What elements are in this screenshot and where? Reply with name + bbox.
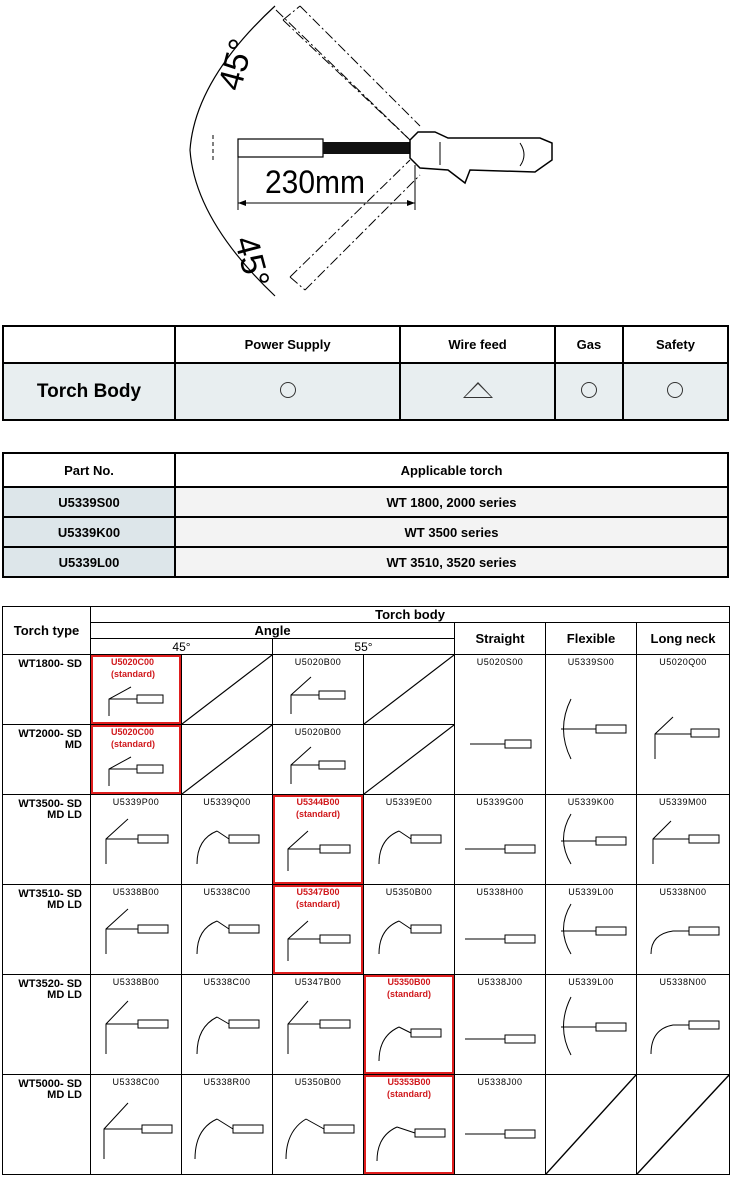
part-number: U5339L00 <box>3 547 175 577</box>
part-code: U5339P00 <box>112 797 160 807</box>
power-supply-symbol <box>175 363 400 420</box>
header-flexible: Flexible <box>546 623 637 655</box>
applicable-torch: WT 1800, 2000 series <box>175 487 728 517</box>
cell-angle45 <box>91 885 182 975</box>
cell-angle45 <box>182 885 273 975</box>
header-part-no: Part No. <box>3 453 175 487</box>
cell-angle45 <box>91 655 182 725</box>
cell-angle55 <box>364 885 455 975</box>
part-code: U5339S00 <box>567 657 615 667</box>
torch-sketch-icon <box>187 899 267 959</box>
wire-feed-symbol <box>400 363 555 420</box>
torch-sketch-icon <box>369 1001 449 1066</box>
na-slash-icon <box>546 1075 636 1174</box>
cell-straight <box>455 975 546 1075</box>
empty-corner <box>3 326 175 363</box>
cell-straight <box>455 655 546 795</box>
cell-angle55 <box>273 885 364 975</box>
header-angle-55: 55° <box>273 639 455 655</box>
part-code: U5350B00 <box>294 1077 342 1087</box>
part-code: U5347B00 <box>296 887 340 897</box>
part-number: U5339K00 <box>3 517 175 547</box>
column-power-supply: Power Supply <box>175 326 400 363</box>
cell-empty <box>364 725 455 795</box>
part-code: U5338R00 <box>203 1077 251 1087</box>
part-code: U5338C00 <box>112 1077 160 1087</box>
cell-empty <box>182 655 273 725</box>
part-code: U5338C00 <box>203 887 251 897</box>
cell-long-neck <box>637 885 730 975</box>
part-code: U5338N00 <box>659 977 707 987</box>
torch-sketch-icon <box>187 809 267 869</box>
torch-sketch-icon <box>101 681 171 721</box>
torch-sketch-icon <box>460 1089 540 1164</box>
cell-angle45 <box>91 795 182 885</box>
torch-sketch-icon <box>278 821 358 876</box>
torch-dimension-diagram <box>0 0 730 310</box>
angle-bottom-label: 45° <box>226 232 277 292</box>
torch-type-wt3520: WT3520- SD MD LD <box>3 975 91 1075</box>
angle-top-label: 45° <box>211 34 262 95</box>
part-code: U5338B00 <box>112 977 160 987</box>
torch-sketch-icon <box>460 899 540 959</box>
part-code: U5338H00 <box>476 887 524 897</box>
part-code: U5339E00 <box>385 797 433 807</box>
circle-icon <box>280 382 296 398</box>
part-code: U5344B00 <box>296 797 340 807</box>
torch-sketch-icon <box>551 809 631 869</box>
cell-angle45 <box>91 1075 182 1175</box>
torch-sketch-icon <box>551 899 631 959</box>
part-code: U5339M00 <box>659 797 708 807</box>
torch-sketch-icon <box>460 989 540 1059</box>
torch-sketch-icon <box>465 669 535 779</box>
standard-note: (standard) <box>386 1089 431 1099</box>
standard-note: (standard) <box>111 669 156 679</box>
header-long-neck: Long neck <box>637 623 730 655</box>
na-slash-icon <box>364 725 454 794</box>
torch-sketch-icon <box>643 809 723 869</box>
cell-angle55 <box>273 975 364 1075</box>
cell-angle45 <box>91 975 182 1075</box>
torch-type-wt3510: WT3510- SD MD LD <box>3 885 91 975</box>
standard-note: (standard) <box>295 809 340 819</box>
cell-flexible <box>546 655 637 795</box>
cell-flexible <box>546 795 637 885</box>
row-torch-body: Torch Body <box>3 363 175 420</box>
cell-angle55 <box>273 725 364 795</box>
parts-table <box>2 452 729 578</box>
cell-angle45 <box>182 1075 273 1175</box>
torch-sketch-icon <box>278 989 358 1059</box>
length-label: 230mm <box>265 164 365 200</box>
cell-angle55 <box>273 1075 364 1175</box>
torch-sketch-icon <box>96 1089 176 1164</box>
cell-long-neck <box>637 975 730 1075</box>
cell-angle45 <box>182 975 273 1075</box>
cell-straight <box>455 885 546 975</box>
torch-sketch-icon <box>96 989 176 1059</box>
cell-empty <box>546 1075 637 1175</box>
cell-empty <box>637 1075 730 1175</box>
torch-sketch-icon <box>187 1089 267 1164</box>
torch-sketch-icon <box>96 809 176 869</box>
part-code: U5339L00 <box>568 977 614 987</box>
na-slash-icon <box>182 655 272 724</box>
cell-straight <box>455 795 546 885</box>
header-torch-body: Torch body <box>91 607 730 623</box>
part-code: U5338J00 <box>477 977 523 987</box>
neck-tube <box>323 142 411 154</box>
cell-angle55 <box>273 655 364 725</box>
cell-angle55 <box>364 975 455 1075</box>
torch-body-table <box>2 606 730 1175</box>
standard-note: (standard) <box>295 899 340 909</box>
handle <box>410 132 552 183</box>
torch-sketch-icon <box>643 989 723 1059</box>
cell-angle45 <box>182 795 273 885</box>
part-code: U5339Q00 <box>203 797 251 807</box>
part-code: U5020B00 <box>294 657 342 667</box>
applicable-torch: WT 3500 series <box>175 517 728 547</box>
part-code: U5020C00 <box>111 727 155 737</box>
torch-sketch-icon <box>283 669 353 719</box>
torch-sketch-icon <box>551 669 631 779</box>
torch-sketch-icon <box>643 669 723 779</box>
torch-type-wt1800: WT1800- SD <box>3 655 91 725</box>
column-gas: Gas <box>555 326 623 363</box>
torch-sketch-icon <box>369 899 449 959</box>
part-code: U5020S00 <box>476 657 524 667</box>
applicable-torch: WT 3510, 3520 series <box>175 547 728 577</box>
part-code: U5338C00 <box>203 977 251 987</box>
cell-angle55 <box>364 795 455 885</box>
cell-long-neck <box>637 795 730 885</box>
part-code: U5338B00 <box>112 887 160 897</box>
cell-flexible <box>546 975 637 1075</box>
torch-sketch-icon <box>278 1089 358 1164</box>
circle-icon <box>667 382 683 398</box>
torch-type-wt5000: WT5000- SD MD LD <box>3 1075 91 1175</box>
cell-angle55 <box>364 1075 455 1175</box>
part-code: U5020C00 <box>111 657 155 667</box>
torch-sketch-icon <box>96 899 176 959</box>
gas-symbol <box>555 363 623 420</box>
cell-empty <box>364 655 455 725</box>
part-number: U5339S00 <box>3 487 175 517</box>
torch-sketch-icon <box>369 809 449 869</box>
triangle-icon <box>463 382 493 398</box>
part-code: U5353B00 <box>387 1077 431 1087</box>
header-torch-type: Torch type <box>3 607 91 655</box>
part-code: U5350B00 <box>385 887 433 897</box>
torch-sketch-icon <box>283 739 353 789</box>
column-safety: Safety <box>623 326 728 363</box>
upper-neck-outline <box>276 6 420 140</box>
cell-angle55 <box>273 795 364 885</box>
header-straight: Straight <box>455 623 546 655</box>
part-code: U5350B00 <box>387 977 431 987</box>
column-wire-feed: Wire feed <box>400 326 555 363</box>
torch-sketch-icon <box>278 911 358 966</box>
cell-empty <box>182 725 273 795</box>
header-applicable-torch: Applicable torch <box>175 453 728 487</box>
torch-sketch-icon <box>460 809 540 869</box>
na-slash-icon <box>182 725 272 794</box>
cell-long-neck <box>637 655 730 795</box>
torch-sketch-icon <box>101 751 171 791</box>
part-code: U5339L00 <box>568 887 614 897</box>
header-angle: Angle <box>91 623 455 639</box>
part-code: U5347B00 <box>294 977 342 987</box>
standard-note: (standard) <box>386 989 431 999</box>
cell-straight <box>455 1075 546 1175</box>
torch-sketch-icon <box>369 1101 449 1166</box>
part-code: U5339G00 <box>476 797 524 807</box>
cell-flexible <box>546 885 637 975</box>
cell-angle45 <box>91 725 182 795</box>
safety-symbol <box>623 363 728 420</box>
neck-tip <box>238 139 323 157</box>
function-table <box>2 325 729 421</box>
part-code: U5338J00 <box>477 1077 523 1087</box>
header-angle-45: 45° <box>91 639 273 655</box>
na-slash-icon <box>364 655 454 724</box>
part-code: U5338N00 <box>659 887 707 897</box>
part-code: U5020B00 <box>294 727 342 737</box>
torch-sketch-icon <box>187 989 267 1059</box>
circle-icon <box>581 382 597 398</box>
torch-sketch-icon <box>643 899 723 959</box>
part-code: U5339K00 <box>567 797 615 807</box>
torch-type-wt2000: WT2000- SD MD <box>3 725 91 795</box>
na-slash-icon <box>637 1075 729 1174</box>
part-code: U5020Q00 <box>659 657 707 667</box>
standard-note: (standard) <box>111 739 156 749</box>
torch-type-wt3500: WT3500- SD MD LD <box>3 795 91 885</box>
torch-sketch-icon <box>551 989 631 1059</box>
